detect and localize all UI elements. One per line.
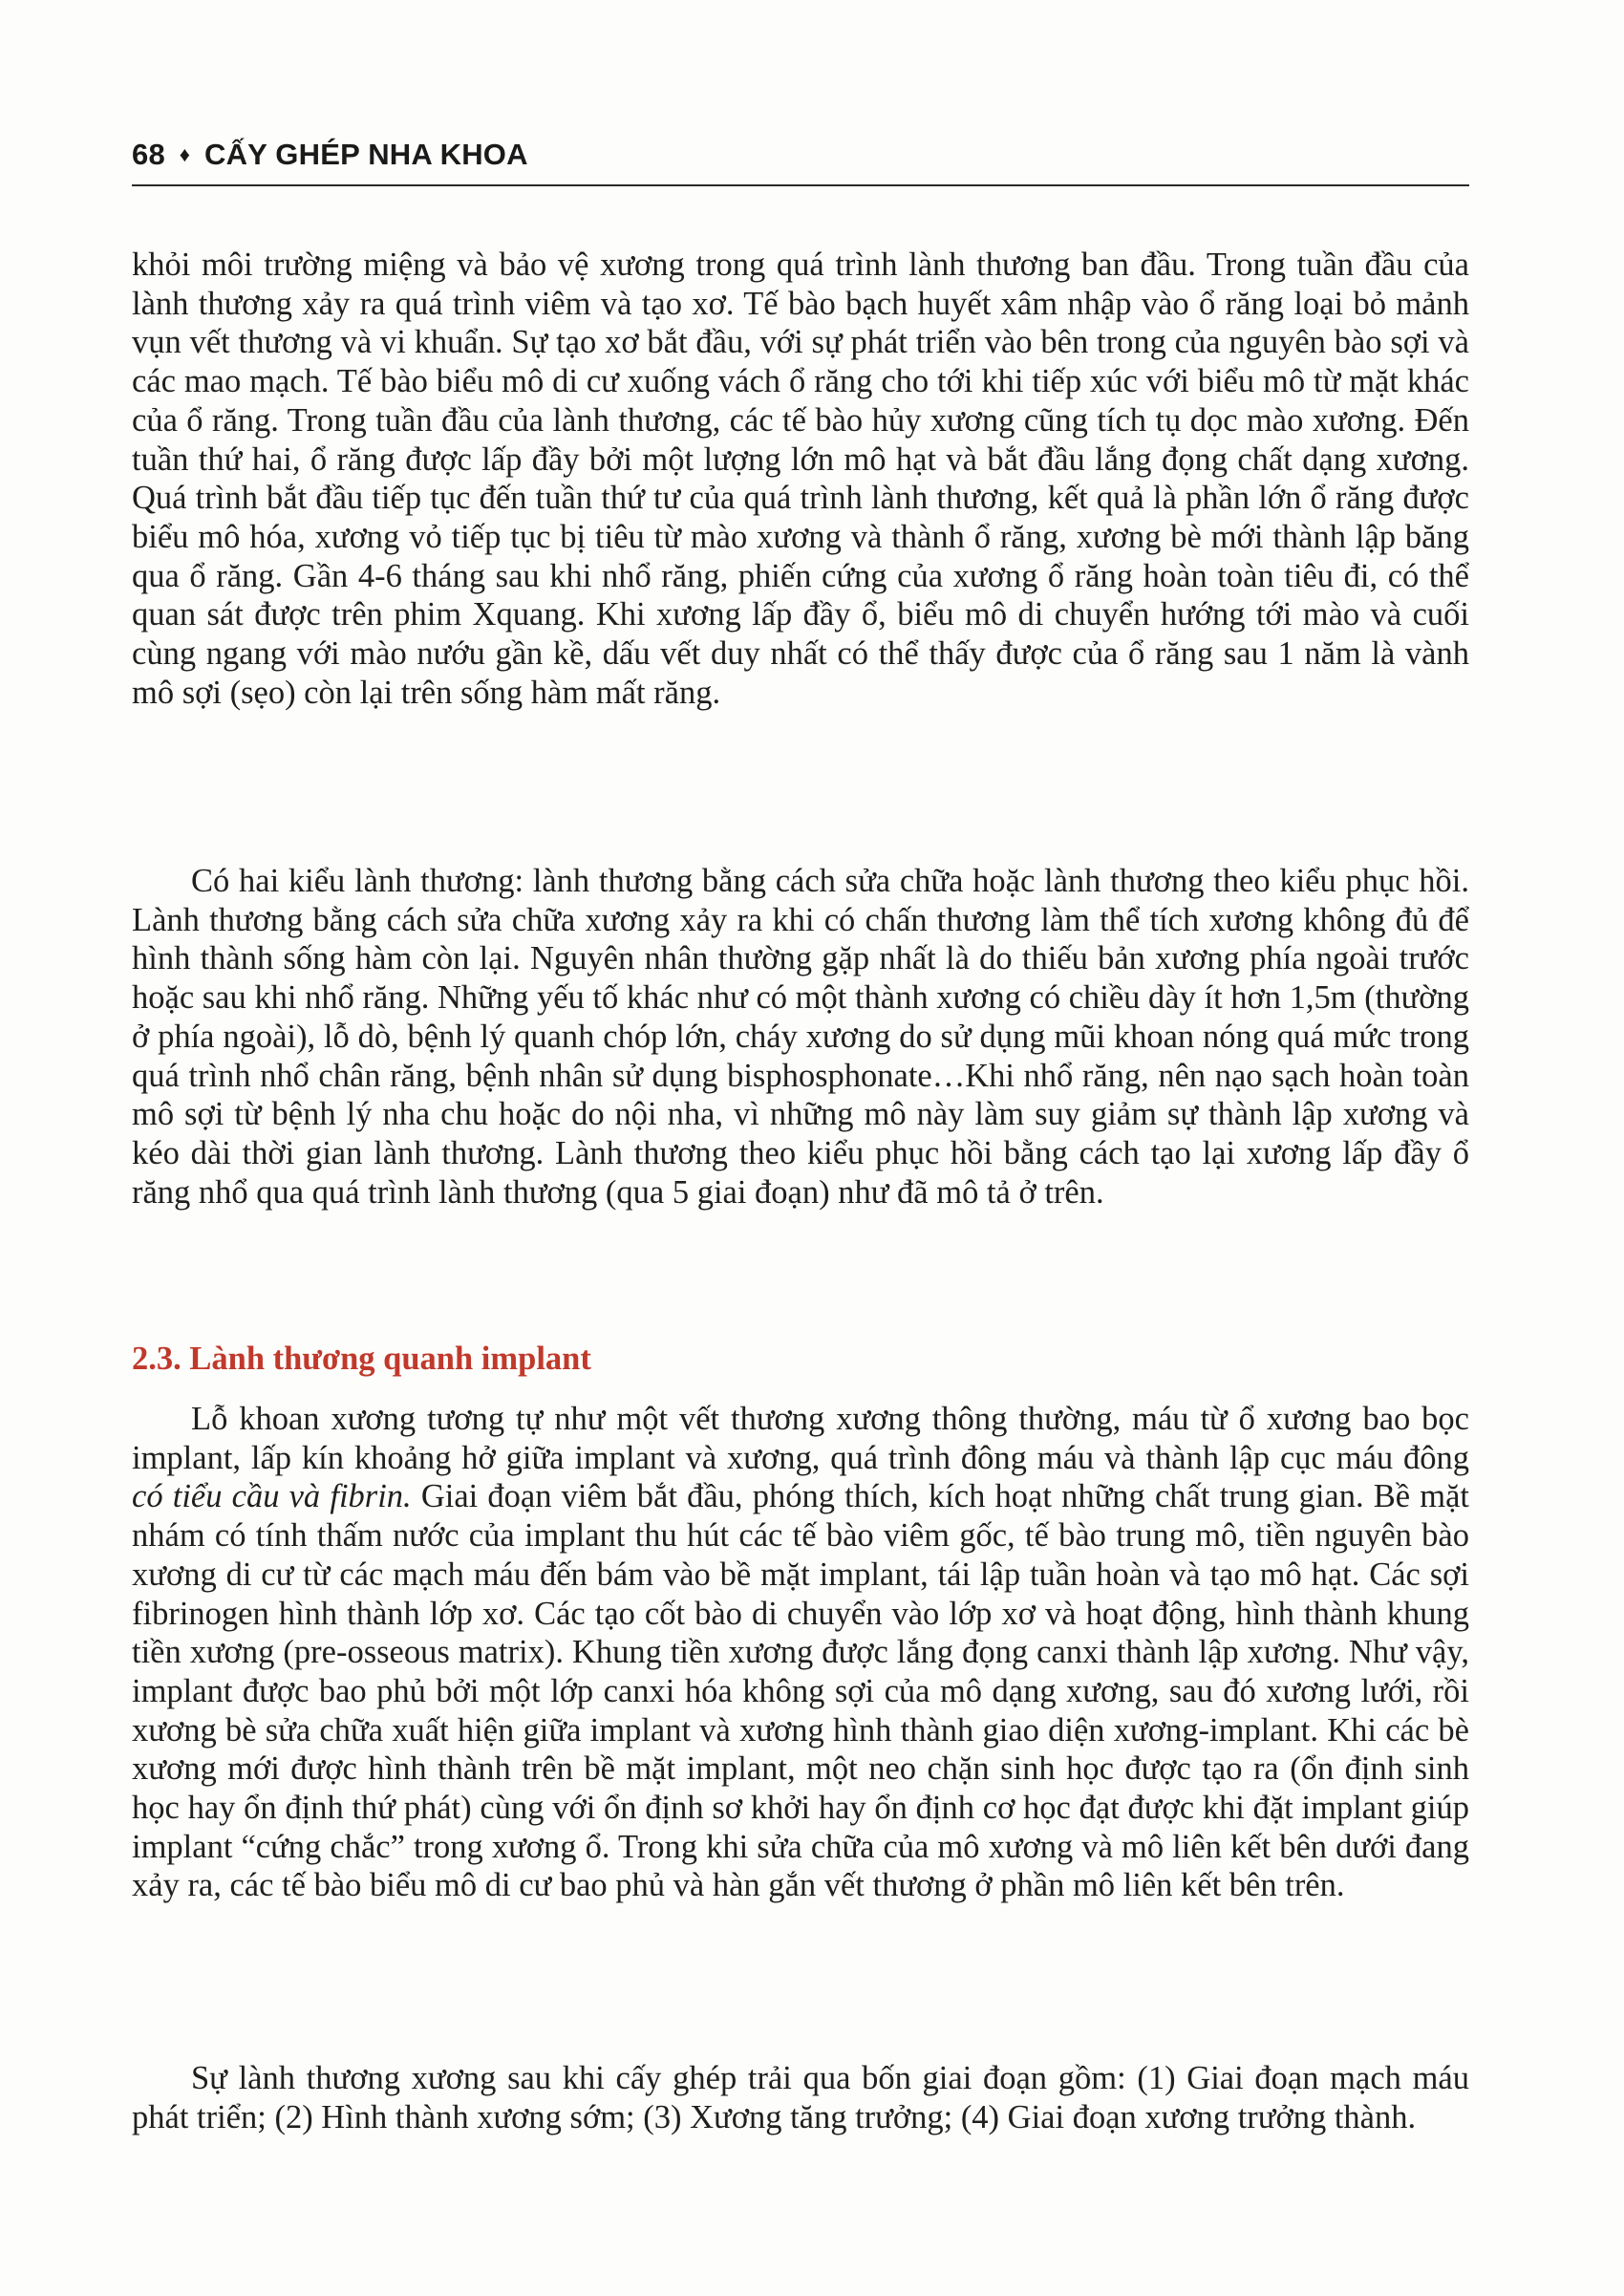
header-rule xyxy=(132,184,1469,186)
section-title: Lành thương quanh implant xyxy=(189,1341,591,1377)
paragraph-healing-stages: Sự lành thương xương sau khi cấy ghép trải qua bốn giai đoạn gồm: (1) Giai đoạn mạch máu phát triển; (2) Hình thành xương sớm; (3) Xương tăng trưởng; (4) Giai đoạn xương trưởng thành. xyxy=(132,2060,1469,2135)
section-number: 2.3. xyxy=(132,1341,182,1377)
paragraph-peri-implant-healing xyxy=(132,1400,1469,1905)
paragraph-italic-phrase: có tiểu cầu và fibrin. xyxy=(132,1478,412,1515)
diamond-separator-icon: ♦ xyxy=(179,142,191,166)
paragraph-text-part: Lỗ khoan xương tương tự như một vết thương xương thông thường, máu từ ổ xương bao bọc implant, lấp kín khoảng hở giữa implant và xương, quá trình đông máu và thành lập cục máu đông xyxy=(132,1401,1469,1476)
page-number: 68 xyxy=(132,138,165,171)
paragraph-text-part: Giai đoạn viêm bắt đầu, phóng thích, kích hoạt những chất trung gian. Bề mặt nhám có tính thấm nước của implant thu hút các tế bào viêm gốc, tế bào trung mô, tiền nguyên bào xương di cư từ các mạch máu đến bám vào bề mặt implant, tái lập tuần hoàn và tạo mô hạt. Các sợi fibrinogen hình thành lớp xơ. Các tạo cốt bào di chuyển vào lớp xơ và hoạt động, hình thành khung tiền xương (pre-osseous matrix). Khung tiền xương được lắng đọng canxi thành lập xương. Như vậy, implant được bao phủ bởi một lớp canxi hóa không sợi của mô dạng xương, sau đó xương lưới, rồi xương bè sửa chữa xuất hiện giữa implant và xương hình thành giao diện xương-implant. Khi các bè xương mới được hình thành trên bề mặt implant, một neo chặn sinh học được tạo ra (ổn định sinh học hay ổn định thứ phát) cùng với ổn định sơ khởi hay ổn định cơ học đạt được khi đặt implant giúp implant “cứng chắc” trong xương ổ. Trong khi sửa chữa của mô xương và mô liên kết bên dưới đang xảy ra, các tế bào biểu mô di cư bao phủ và hàn gắn vết thương ở phần mô liên kết bên trên. xyxy=(132,1478,1469,1904)
book-title: CẤY GHÉP NHA KHOA xyxy=(203,138,528,171)
section-heading xyxy=(132,1341,1469,1378)
paragraph-healing-types: Có hai kiểu lành thương: lành thương bằng cách sửa chữa hoặc lành thương theo kiểu phục hồi. Lành thương bằng cách sửa chữa xương xảy ra khi có chấn thương làm thể tích xương không đủ để hình thành sống hàm còn lại. Nguyên nhân thường gặp nhất là do thiếu bản xương phía ngoài trước hoặc sau khi nhổ răng. Những yếu tố khác như có một thành xương có chiều dày ít hơn 1,5m (thường ở phía ngoài), lỗ dò, bệnh lý quanh chóp lớn, cháy xương do sử dụng mũi khoan nóng quá mức trong quá trình nhổ chân răng, bệnh nhân sử dụng bisphosphonate…Khi nhổ răng, nên nạo sạch hoàn toàn mô sợi từ bệnh lý nha chu hoặc do nội nha, vì những mô này làm suy giảm sự thành lập xương và kéo dài thời gian lành thương. Lành thương theo kiểu phục hồi bằng cách tạo lại xương lấp đầy ổ răng nhổ qua quá trình lành thương (qua 5 giai đoạn) như đã mô tả ở trên. xyxy=(132,863,1470,1211)
paragraph-socket-healing-continued: khỏi môi trường miệng và bảo vệ xương trong quá trình lành thương ban đầu. Trong tuần đầu của lành thương xảy ra quá trình viêm và tạo xơ. Tế bào bạch huyết xâm nhập vào ổ răng loại bỏ mảnh vụn vết thương và vi khuẩn. Sự tạo xơ bắt đầu, với sự phát triển vào bên trong của nguyên bào sợi và các mao mạch. Tế bào biểu mô di cư xuống vách ổ răng cho tới khi tiếp xúc với biểu mô từ mặt khác của ổ răng. Trong tuần đầu của lành thương, các tế bào hủy xương cũng tích tụ dọc mào xương. Đến tuần thứ hai, ổ răng được lấp đầy bởi một lượng lớn mô hạt và bắt đầu lắng đọng chất dạng xương. Quá trình bắt đầu tiếp tục đến tuần thứ tư của quá trình lành thương, kết quả là phần lớn ổ răng được biểu mô hóa, xương vỏ tiếp tục bị tiêu từ mào xương và thành ổ răng, xương bè mới thành lập băng qua ổ răng. Gần 4-6 tháng sau khi nhổ răng, phiến cứng của xương ổ răng hoàn toàn tiêu đi, có thể quan sát được trên phim Xquang. Khi xương lấp đầy ổ, biểu mô di chuyển hướng tới mào và cuối cùng ngang với mào nướu gần kề, dấu vết duy nhất có thể thấy được của ổ răng sau 1 năm là vành mô sợi (sẹo) còn lại trên sống hàm mất răng. xyxy=(132,247,1469,711)
running-header xyxy=(132,138,1469,185)
